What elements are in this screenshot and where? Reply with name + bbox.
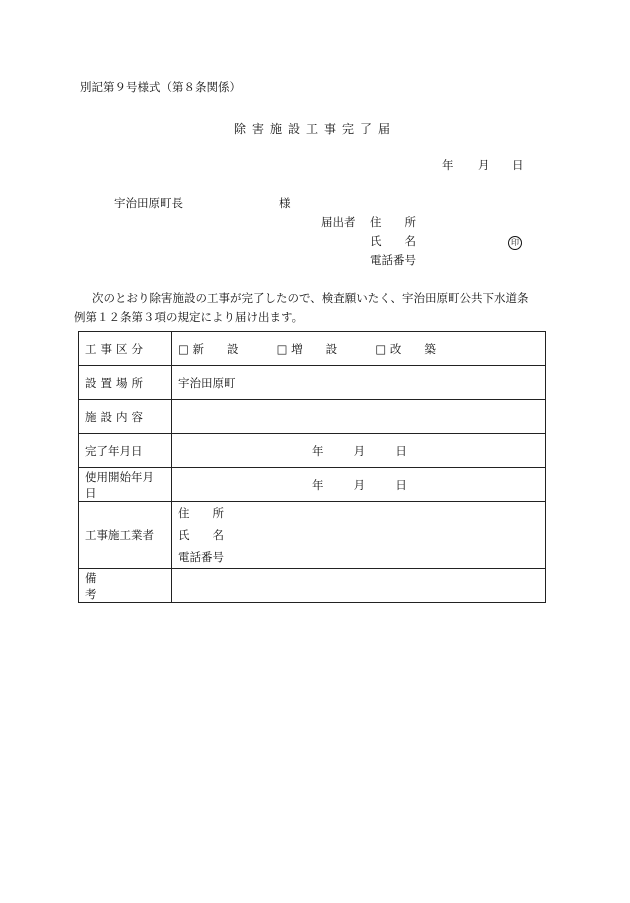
date-month-label: 月	[478, 158, 490, 172]
facility-content-value[interactable]	[172, 400, 546, 434]
applicant-label: 届出者	[321, 215, 356, 229]
remarks-value[interactable]	[172, 569, 546, 603]
checkbox-new[interactable]: □ 新 設	[178, 341, 239, 356]
completion-date-value[interactable]: 年 月 日	[172, 434, 546, 468]
table-row	[79, 434, 546, 468]
row-label-contractor: 工事施工業者	[79, 502, 172, 569]
row-label-completion-date: 完了年月日	[79, 434, 172, 468]
addressee-name: 宇治田原町長	[114, 196, 183, 210]
contractor-address-label: 住 所	[178, 506, 224, 520]
table-row	[79, 502, 546, 569]
applicant-address-label: 住 所	[370, 215, 416, 229]
table-row	[79, 569, 546, 603]
applicant-name-label: 氏 名	[370, 234, 416, 248]
row-label-construction-type: 工事区分	[79, 332, 172, 366]
construction-type-cell	[172, 332, 546, 366]
checkbox-expansion[interactable]: □ 増 設	[276, 341, 338, 356]
row-label-usage-start-date: 使用開始年月日	[79, 468, 172, 502]
installation-location-value[interactable]: 宇治田原町	[172, 366, 546, 400]
row-label-facility-content: 施設内容	[79, 400, 172, 434]
contractor-cell[interactable]	[172, 502, 546, 569]
date-year-label: 年	[442, 158, 454, 172]
contractor-name-label: 氏 名	[178, 528, 224, 542]
date-day-label: 日	[512, 158, 524, 172]
body-line-1: 次のとおり除害施設の工事が完了したので、検査願いたく、宇治田原町公共下水道条	[92, 291, 529, 305]
form-number: 別記第９号様式（第８条関係）	[80, 80, 241, 94]
body-line-2: 例第１２条第３項の規定により届け出ます。	[74, 310, 304, 324]
addressee-honorific: 様	[279, 196, 291, 210]
row-label-installation-location: 設置場所	[79, 366, 172, 400]
row-label-remarks: 備考	[79, 569, 172, 603]
seal-mark	[508, 234, 522, 250]
body-paragraph	[74, 289, 550, 327]
usage-start-date-value[interactable]: 年 月 日	[172, 468, 546, 502]
checkbox-renovation[interactable]: □ 改 築	[375, 341, 436, 356]
table-row	[79, 332, 546, 366]
contractor-phone-label: 電話番号	[178, 550, 224, 564]
completion-form-table	[78, 331, 546, 603]
applicant-phone-label: 電話番号	[370, 253, 416, 267]
document-title: 除害施設工事完了届	[234, 122, 397, 136]
table-row	[79, 366, 546, 400]
seal-icon: 印	[508, 236, 522, 250]
table-row	[79, 468, 546, 502]
table-row	[79, 400, 546, 434]
